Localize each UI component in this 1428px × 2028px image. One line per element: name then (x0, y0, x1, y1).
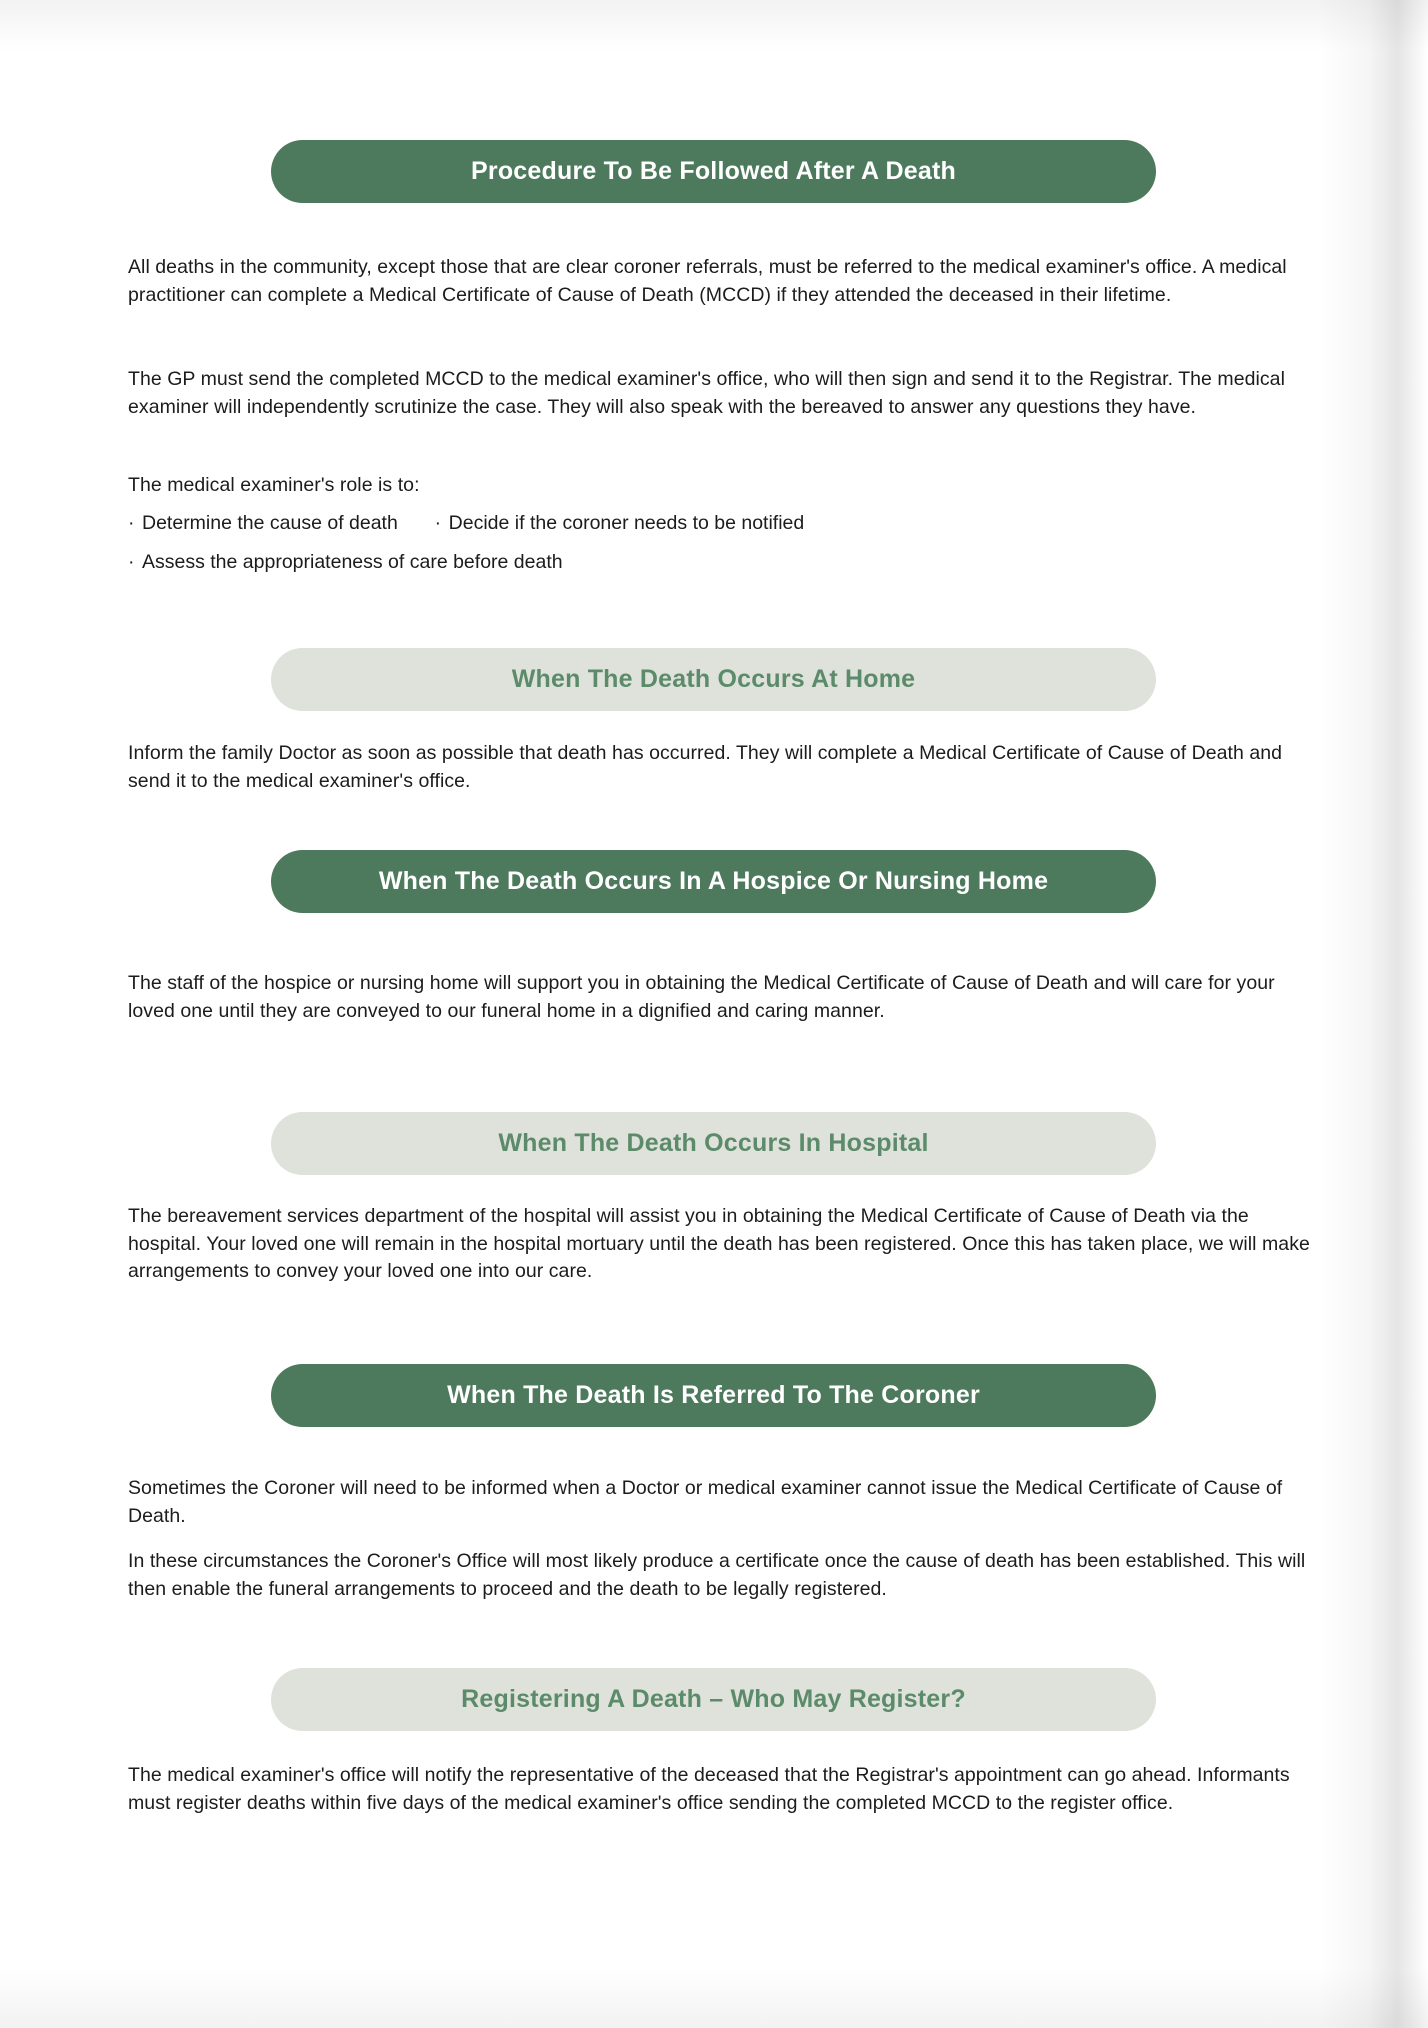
section-heading-banner-4: When The Death Occurs In Hospital (271, 1112, 1156, 1175)
paragraph-4-1: The bereavement services department of the hospital will assist you in obtaining the Medical Certificate of Cause of Death via the hospital. Your loved one will remain in the hospital mortuary until the death has been registered. Once this has taken place, we will make arrangements to convey your loved one into our care. (128, 1205, 1310, 1283)
bullet-row-2 (128, 549, 1310, 577)
page-edge-shading-bottom (0, 1968, 1428, 2028)
page-edge-shading-top (0, 0, 1428, 52)
section-heading-banner-5: When The Death Is Referred To The Coroner (271, 1364, 1156, 1427)
bullet-dot-icon-3: · (128, 551, 135, 573)
bullet-item-1: Determine the cause of death (142, 512, 398, 534)
bullet-item-2: Decide if the coroner needs to be notified (448, 512, 805, 534)
paragraph-2-1: Inform the family Doctor as soon as possible that death has occurred. They will complete a Medical Certificate of Cause of Death and send it to the medical examiner's office. (128, 742, 1283, 792)
paragraph-6-1: The medical examiner's office will notify the representative of the deceased that the Registrar's appointment can go ahead. Informants must register deaths within five days of the medical examiner's office sending the completed MCCD to the register office. (128, 1764, 1290, 1814)
bullet-dot-icon: · (128, 512, 135, 534)
bullet-row-1 (128, 510, 1310, 538)
paragraph-1-1: All deaths in the community, except those that are clear coroner referrals, must be referred to the medical examiner's office. A medical practitioner can complete a Medical Certificate of Cause of Death (MCCD) if they attended the deceased in their lifetime. (128, 256, 1287, 306)
page-edge-shading-right (1318, 0, 1428, 2028)
section-heading-banner-2: When The Death Occurs At Home (271, 648, 1156, 711)
paragraph-1-2: The GP must send the completed MCCD to the medical examiner's office, who will then sign and send it to the Registrar. The medical examiner will independently scrutinize the case. They will also speak with the bereaved to answer any questions they have. (128, 368, 1285, 418)
paragraph-5-2: In these circumstances the Coroner's Office will most likely produce a certificate once the cause of death has been established. This will then enable the funeral arrangements to proceed and the death to be legally registered. (128, 1550, 1306, 1600)
bullet-dot-icon-2: · (434, 512, 442, 534)
paragraph-3-1: The staff of the hospice or nursing home will support you in obtaining the Medical Certificate of Cause of Death and will care for your loved one until they are conveyed to our funeral home in a dignified and caring manner. (128, 972, 1275, 1022)
section-heading-banner-1: Procedure To Be Followed After A Death (271, 140, 1156, 203)
section-heading-banner-3: When The Death Occurs In A Hospice Or Nursing Home (271, 850, 1156, 913)
paragraph-5-1: Sometimes the Coroner will need to be informed when a Doctor or medical examiner cannot issue the Medical Certificate of Cause of Death. (128, 1477, 1283, 1527)
paragraph-1-3: The medical examiner's role is to: (128, 474, 420, 496)
bullet-item-3: Assess the appropriateness of care before death (142, 551, 563, 573)
section-heading-banner-6: Registering A Death – Who May Register? (271, 1668, 1156, 1731)
